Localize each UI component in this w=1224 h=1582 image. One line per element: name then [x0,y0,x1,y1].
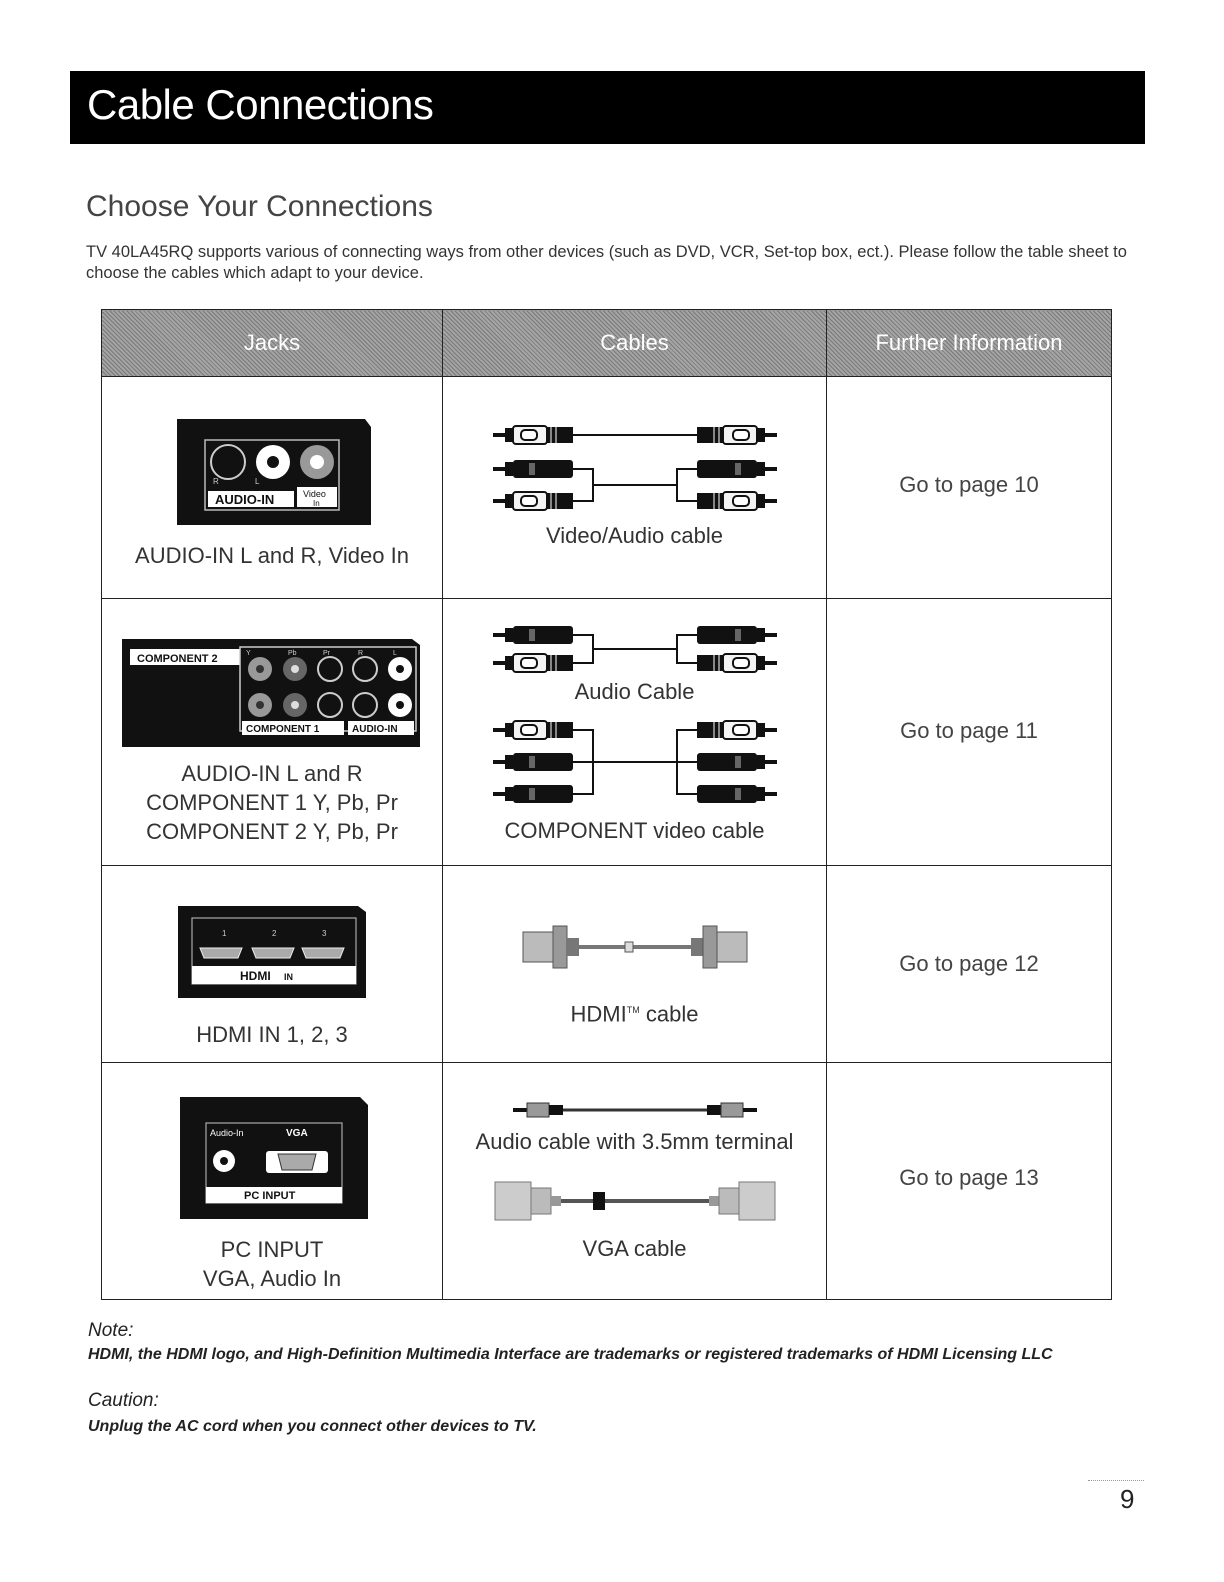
info-cell [827,599,1112,866]
page-number: 9 [1120,1484,1135,1514]
info-link[interactable]: Go to page 10 [899,471,1039,497]
header-further-information: Further Information [827,310,1112,377]
svg-text:L: L [255,477,260,486]
table-row [102,377,1112,599]
hdmi-cable-icon [515,918,755,978]
vga-cable-icon [485,1176,785,1226]
table-row [102,1063,1112,1300]
svg-text:AUDIO-IN: AUDIO-IN [352,724,398,735]
header-jacks: Jacks [102,310,443,377]
table-row [102,599,1112,866]
jack-label: COMPONENT 1 Y, Pb, Pr [146,790,398,815]
svg-text:IN: IN [284,972,293,982]
jack-label: AUDIO-IN L and R, Video In [135,543,409,568]
jack-cell [102,599,443,866]
jack-label: HDMI IN 1, 2, 3 [196,1022,348,1047]
svg-text:Pr: Pr [323,650,330,657]
cable-label: HDMI™ cable [570,1001,699,1027]
svg-text:Pb: Pb [288,650,297,657]
title-bar [70,71,1145,144]
svg-text:2: 2 [272,929,277,938]
connections-table [101,309,1112,1300]
svg-text:1: 1 [222,929,227,938]
caution-text: Unplug the AC cord when you connect other devices to TV. [88,1418,537,1435]
note-text: HDMI, the HDMI logo, and High-Definition Multimedia Interface are trademarks or registered trademarks of HDMI Licensing LLC [88,1346,1053,1363]
cable-label: Audio cable with 3.5mm terminal [475,1129,794,1154]
jack-label: PC INPUT [220,1237,324,1262]
info-link[interactable]: Go to page 11 [900,718,1038,743]
svg-text:AUDIO-IN: AUDIO-IN [215,492,275,507]
cable-label: Audio Cable [574,679,695,704]
audio-in-panel-icon [167,407,377,527]
pc-input-panel-icon [172,1091,372,1221]
page-title: Cable Connections [87,81,434,128]
header-cables: Cables [443,310,827,377]
jack-label: VGA, Audio In [202,1266,342,1291]
intro-paragraph: TV 40LA45RQ supports various of connecting ways from other devices (such as DVD, VCR, Set-top box, ect.). Please follow the table sheet to choose the cables which adapt to your device. [86,243,1127,282]
jack-cell [102,377,443,599]
jack-label: AUDIO-IN L and R [181,761,363,786]
svg-text:VGA: VGA [286,1128,308,1139]
svg-text:In: In [313,499,320,508]
info-cell [827,1063,1112,1300]
note-heading: Note: [88,1320,134,1341]
cable-cell [443,377,827,599]
svg-text:Y: Y [246,650,251,657]
svg-text:R: R [213,477,219,486]
jack-cell [102,866,443,1063]
info-link[interactable]: Go to page 12 [899,951,1039,976]
svg-text:L: L [393,650,397,657]
svg-text:3: 3 [322,929,327,938]
page-divider [1088,1480,1144,1481]
svg-text:COMPONENT 2: COMPONENT 2 [137,653,218,665]
info-cell [827,377,1112,599]
cable-cell [443,1063,827,1300]
cable-label: COMPONENT video cable [504,818,765,843]
svg-text:Video: Video [303,489,326,499]
section-subtitle: Choose Your Connections [86,190,433,223]
note-block [88,1320,1138,1364]
svg-text:Audio-In: Audio-In [210,1128,244,1138]
svg-text:PC INPUT: PC INPUT [244,1190,296,1202]
info-cell [827,866,1112,1063]
cable-cell [443,599,827,866]
component-panel-icon [112,629,432,749]
jack-label: COMPONENT 2 Y, Pb, Pr [146,819,398,844]
hdmi-panel-icon [172,900,372,1000]
info-link[interactable]: Go to page 13 [899,1165,1039,1190]
jack-cell [102,1063,443,1300]
audio-35mm-cable-icon [505,1095,765,1125]
svg-text:HDMI: HDMI [240,969,271,983]
cable-cell [443,866,827,1063]
video-audio-cable-icon [485,413,785,513]
cable-label: VGA cable [582,1236,687,1261]
audio-cable-icon [485,617,785,677]
caution-block [88,1390,1138,1436]
svg-text:COMPONENT 1: COMPONENT 1 [246,724,320,735]
cable-label: Video/Audio cable [546,523,723,548]
component-cable-icon [485,712,785,812]
table-row [102,866,1112,1063]
caution-heading: Caution: [88,1390,159,1411]
svg-text:R: R [358,650,364,657]
